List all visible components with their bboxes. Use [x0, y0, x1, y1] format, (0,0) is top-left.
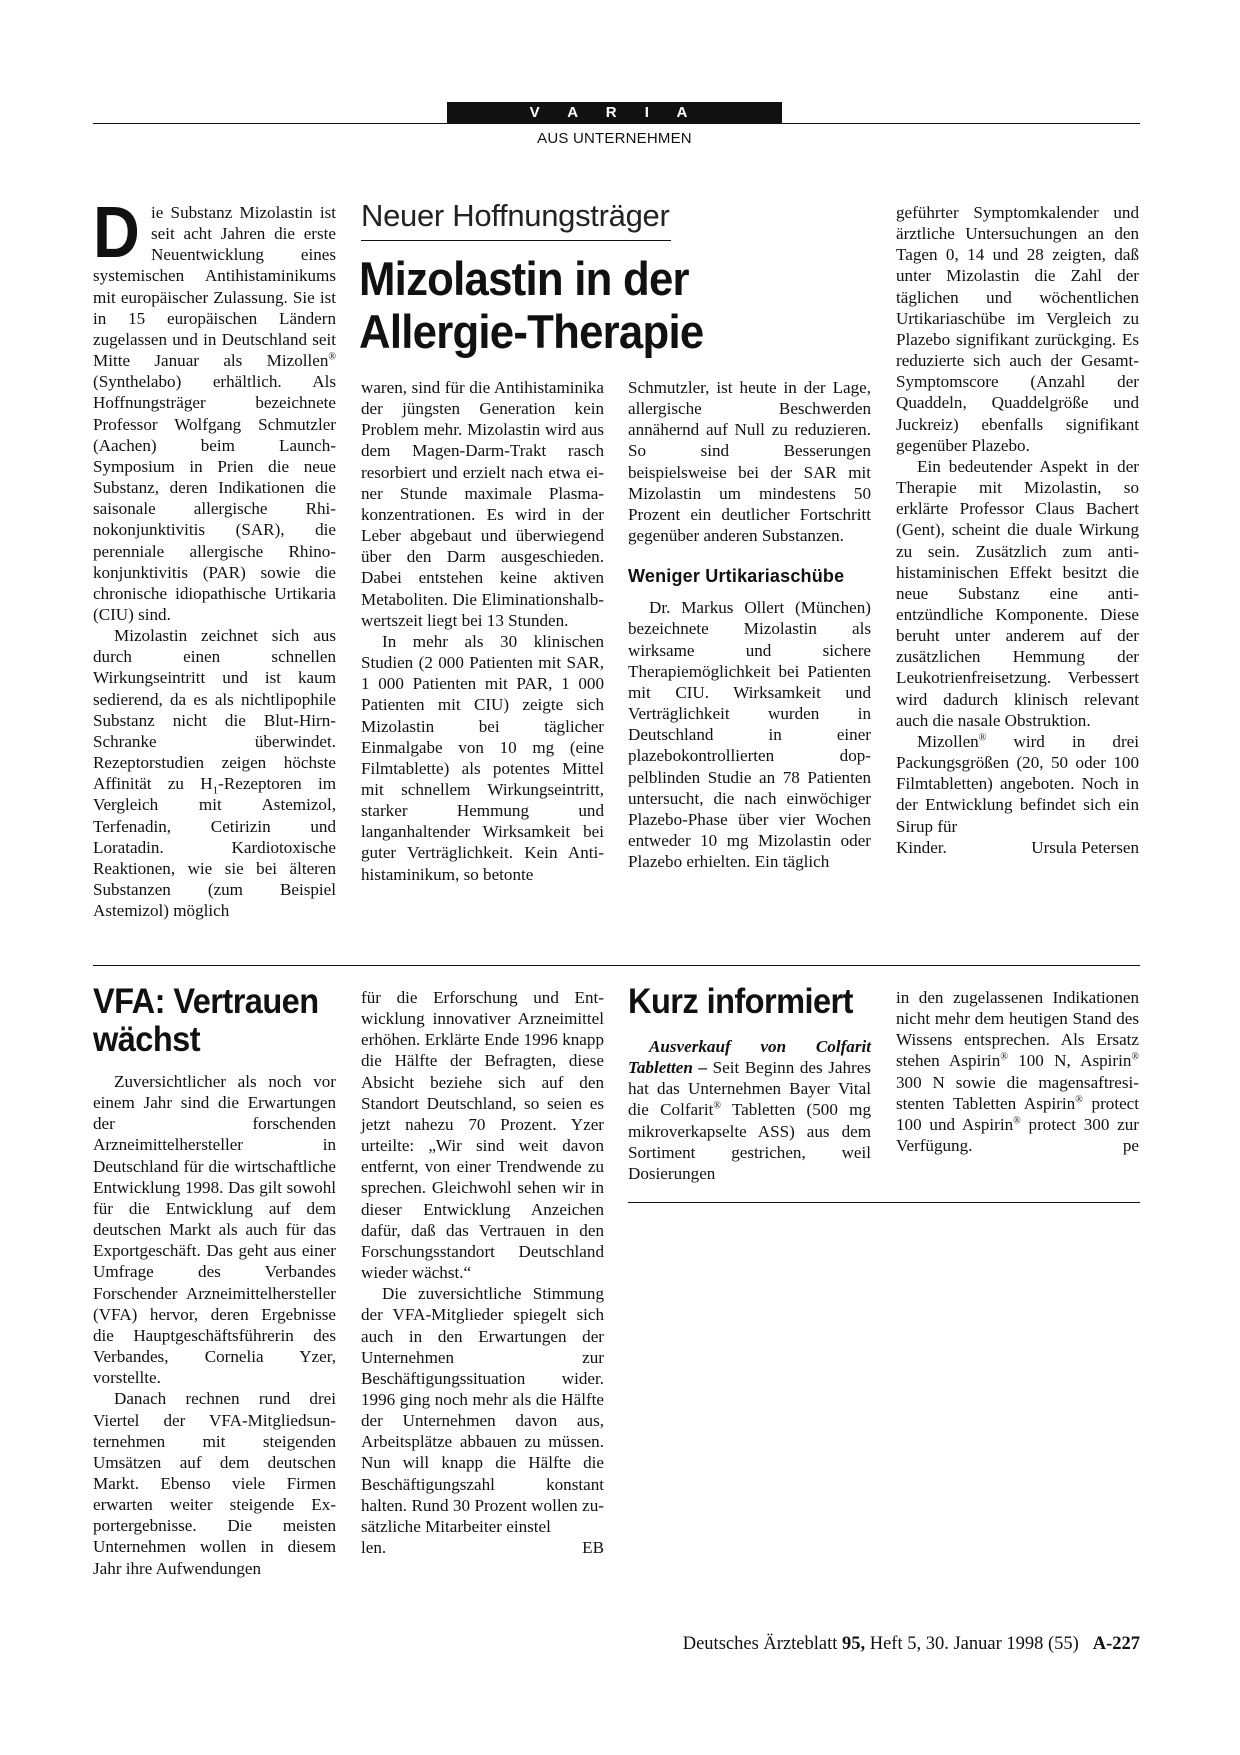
- article3-column-1: [628, 1036, 871, 1184]
- paragraph-text: waren, sind für die Antihistaminika der jüngsten Generation kein Problem mehr. Mizolastin wird aus dem Magen-Darm-Trakt rasch resorbiert und erzielt nach etwa einer Stunde maximale Plasmakonzentrationen. Es wird in der Leber abgebaut und überwiegend über den Darm ausgeschieden. Dabei entstehen keine aktiven Metaboliten. Die Eliminationshalbwertszeit liegt bei 13 Stunden.: [361, 378, 604, 630]
- paragraph-text: 300 N sowie die magensaftresistenten Tabletten Aspirin: [896, 1072, 1139, 1113]
- paragraph-text: (Synthelabo) erhältlich. Als Hoffnungsträger bezeichnete Professor Wolfgang Schmutzler (Aachen) beim Launch-Symposium in Prien die neue Substanz, deren Indikationen die saisonale allergische Rhinokonjunktivitis (SAR), die perenniale allergische Rhinokonjunktivitis (PAR) sowie die chronische idiopathische Urtikaria (CIU) sind.: [93, 372, 336, 624]
- paragraph-text: wird in drei Packungsgrößen (20, 50 oder 100 Filmtabletten) angeboten. Noch in der Entwicklung befindet sich ein Sirup für: [896, 731, 1139, 836]
- paragraph-text: Dr. Markus Ollert (München) bezeichnete Mizolastin als wirksame und sichere Therapiemöglichkeit bei Patienten mit CIU. Wirksamkeit und Verträglichkeit wurden in Deutschland in einer plazebokontrollierten doppelblinden Studie an 78 Patienten untersucht, die nach einwöchiger Plazebo-Phase über vier Wochen entweder 10 mg Mizolastin oder Plazebo erhielten. Ein täglich: [628, 598, 871, 872]
- dropcap: D: [93, 193, 140, 273]
- paragraph-text: In mehr als 30 klinischen Studien (2 000 Patienten mit SAR, 1 000 Patienten mit PAR, 1 000 Patienten mit CIU) zeigte sich Mizolastin bei täglicher Einmalgabe von 10 mg (eine Filmtablette) als potentes Mittel mit schnellem Wirkungseintritt, starker Hemmung und langanhaltender Wirksamkeit bei guter Verträglichkeit. Kein Antihistaminikum, so betonte: [361, 631, 604, 884]
- page-number: A-227: [1092, 1634, 1140, 1654]
- article2-column-2: [361, 987, 604, 1558]
- subheading: Weniger Urtikariaschübe: [628, 566, 845, 587]
- issue-info: Heft 5, 30. Januar 1998 (55): [865, 1634, 1079, 1654]
- article1-column-3: [628, 377, 871, 872]
- lead-in: Ausverkauf von Colfarit Tabletten –: [628, 1037, 871, 1078]
- paragraph-text: -Rezeptoren im Vergleich mit Astemizol, Terfenadin, Cetirizin und Loratadin. Kardiotoxische Reaktionen, wie sie bei älteren Substanzen (zum Beispiel Astemizol) möglich: [93, 774, 337, 921]
- subscript: 1: [212, 784, 219, 797]
- paragraph-text: Mizollen: [917, 731, 979, 751]
- registered-mark: ®: [713, 1100, 721, 1112]
- paragraph-text: für die Erforschung und Entwicklung innovativer Arzneimittel erhöhen. Erklärte Ende 1996 knapp die Hälfte der Befragten, diese Absicht beziehe sich auf den Standort Deutschland, so seien es jetzt nahezu 70 Prozent. Yzer urteilte: „Wir sind weit davon entfernt, von einer Trendwende zu sprechen. Gleichwohl sehen wir in dieser Entwicklung Anzeichen dafür, daß das Vertrauen in den Forschungsstandort Deutschland wieder wächst.“: [361, 988, 604, 1283]
- paragraph-text: Schmutzler, ist heute in der Lage, allergische Beschwerden annähernd auf Null zu reduzieren. So sind Besserungen beispielsweise bei der SAR mit Mizolastin um mindestens 50 Prozent ein deutlicher Fortschritt gegenüber anderen Substanzen.: [628, 378, 871, 546]
- paragraph-text: Mizolastin zeichnet sich aus durch einen schnellen Wirkungseintritt und ist kaum sedierend, da es als nichtlipophile Substanz nicht die Blut-Hirn-Schranke überwindet. Rezeptorstudien zeigen höchste Affinität zu H: [93, 626, 336, 794]
- signature-row: [361, 1537, 604, 1558]
- registered-mark: ®: [1000, 1051, 1008, 1063]
- paragraph-text: Tabletten (500 mg mikroverkapselte ASS) aus dem Sortiment gestrichen, weil Dosierungen: [628, 1100, 871, 1183]
- section-label: V A R I A: [447, 102, 782, 123]
- page-footer: [600, 1634, 1140, 1655]
- author-signature: EB: [582, 1538, 604, 1558]
- paragraph-text: Ein bedeutender Aspekt in der Therapie mit Mizolastin, so erklärte Professor Claus Bachert (Gent), scheint die duale Wirkung zu sein. Zusätzlich zum antihistaminischen Effekt besitzt die neue Substanz eine antientzündliche Komponente. Diese beruht unter anderem auf der zusätzlichen Hemmung der Leukotrienfreisetzung. Verbessert wird dadurch klinisch relevant auch die nasale Obstruktion.: [896, 456, 1139, 730]
- paragraph-text: Seit Beginn des Jahres hat das Unternehmen Bayer Vital die Colfarit: [628, 1058, 871, 1120]
- paragraph-text: 100 N, Aspirin: [1007, 1051, 1132, 1071]
- article2-column-1: [93, 1071, 336, 1579]
- author-signature: pe: [1122, 1136, 1139, 1156]
- paragraph-text: protect 100 und Aspirin: [896, 1093, 1139, 1134]
- paragraph-text: Zuversichtlicher als noch vor einem Jahr sind die Erwartungen der forschenden Arzneimittelhersteller in Deutschland für die wirtschaftliche Entwicklung 1998. Das gilt sowohl für die Entwicklung auf dem deutschen Markt als auch für das Exportgeschäft. Das geht aus einer Umfrage des Verbandes Forschender Arzneimittelhersteller (VFA) hervor, deren Ergebnisse die Hauptgeschäftsführerin des Verbandes, Cornelia Yzer, vorstellte.: [93, 1072, 336, 1388]
- registered-mark: ®: [978, 732, 987, 744]
- article-kicker: Neuer Hoffnungsträger: [361, 198, 670, 233]
- subsection-label: AUS UNTERNEHMEN: [537, 130, 692, 147]
- paragraph-text: len.: [361, 1538, 387, 1558]
- registered-mark: ®: [1131, 1051, 1140, 1063]
- article1-column-2: [361, 377, 604, 885]
- article-headline: Mizolastin in der Allergie-Therapie: [359, 252, 704, 358]
- author-signature: Ursula Petersen: [1031, 837, 1139, 857]
- paragraph-text: Danach rechnen rund drei Viertel der VFA-Mitgliedsunternehmen mit steigenden Umsätzen auf dem deutschen Markt. Ebenso viele Firmen erwarten weiter steigende Exportergebnisse. Die meisten Unternehmen wollen in diesem Jahr ihre Aufwendungen: [93, 1389, 336, 1578]
- section-divider: [628, 1202, 1140, 1203]
- paragraph-text: in den zugelassenen Indikationen nicht mehr dem heutigen Stand des Wissens entsprechen. Als Ersatz stehen Aspirin: [896, 988, 1139, 1071]
- article-headline: VFA: Vertrauen wächst: [93, 982, 319, 1059]
- kicker-rule: [361, 240, 671, 241]
- header-rule: [93, 123, 1140, 124]
- signature-row: [896, 837, 1139, 858]
- article3-column-2: [896, 987, 1139, 1156]
- journal-name: Deutsches Ärzteblatt: [682, 1634, 838, 1654]
- paragraph-text: ie Substanz Mizolastin ist seit acht Jahren die erste Neuentwicklung eines systemischen Antihistaminikums mit europäischer Zulassung. Sie ist in 15 europäischen Ländern zugelassen und in Deutschland seit Mitte Januar als Mizollen: [93, 203, 336, 371]
- registered-mark: ®: [1013, 1115, 1021, 1127]
- registered-mark: ®: [328, 351, 336, 363]
- paragraph-text: protect 300 zur Verfügung.: [896, 1114, 1139, 1156]
- paragraph-text: geführter Symptomkalender und ärztliche Untersuchungen an den Tagen 0, 14 und 28 zeigten, daß unter Mizolastin die Zahl der täglichen und wöchentlichen Urtikariaschübe im Vergleich zu Plazebo signifikant zurückging. Es reduzierte sich auch der Gesamt-Symptomscore (Anzahl der Quaddeln, Quaddelgröße und Juckreiz) ebenfalls signifikant gegenüber Plazebo.: [896, 203, 1139, 455]
- paragraph-text: Die zuversichtliche Stimmung der VFA-Mitglieder spiegelt sich auch in den Erwartungen der Unternehmen zur Beschäftigungssituation wider. 1996 ging noch mehr als die Hälfte der Unternehmen davon aus, Arbeitsplätze abbauen zu müssen. Nun will knapp die Hälfte die Beschäftigungszahl konstant halten. Rund 30 Prozent wollen zusätzliche Mitarbeiter einstel: [361, 1284, 604, 1536]
- article-headline: Kurz informiert: [628, 982, 853, 1021]
- volume-number: 95,: [841, 1634, 866, 1654]
- registered-mark: ®: [1075, 1094, 1083, 1106]
- section-divider: [93, 965, 1140, 966]
- article1-column-1: [93, 193, 337, 921]
- article1-column-4: [896, 202, 1139, 858]
- paragraph-text: Kinder.: [896, 837, 947, 857]
